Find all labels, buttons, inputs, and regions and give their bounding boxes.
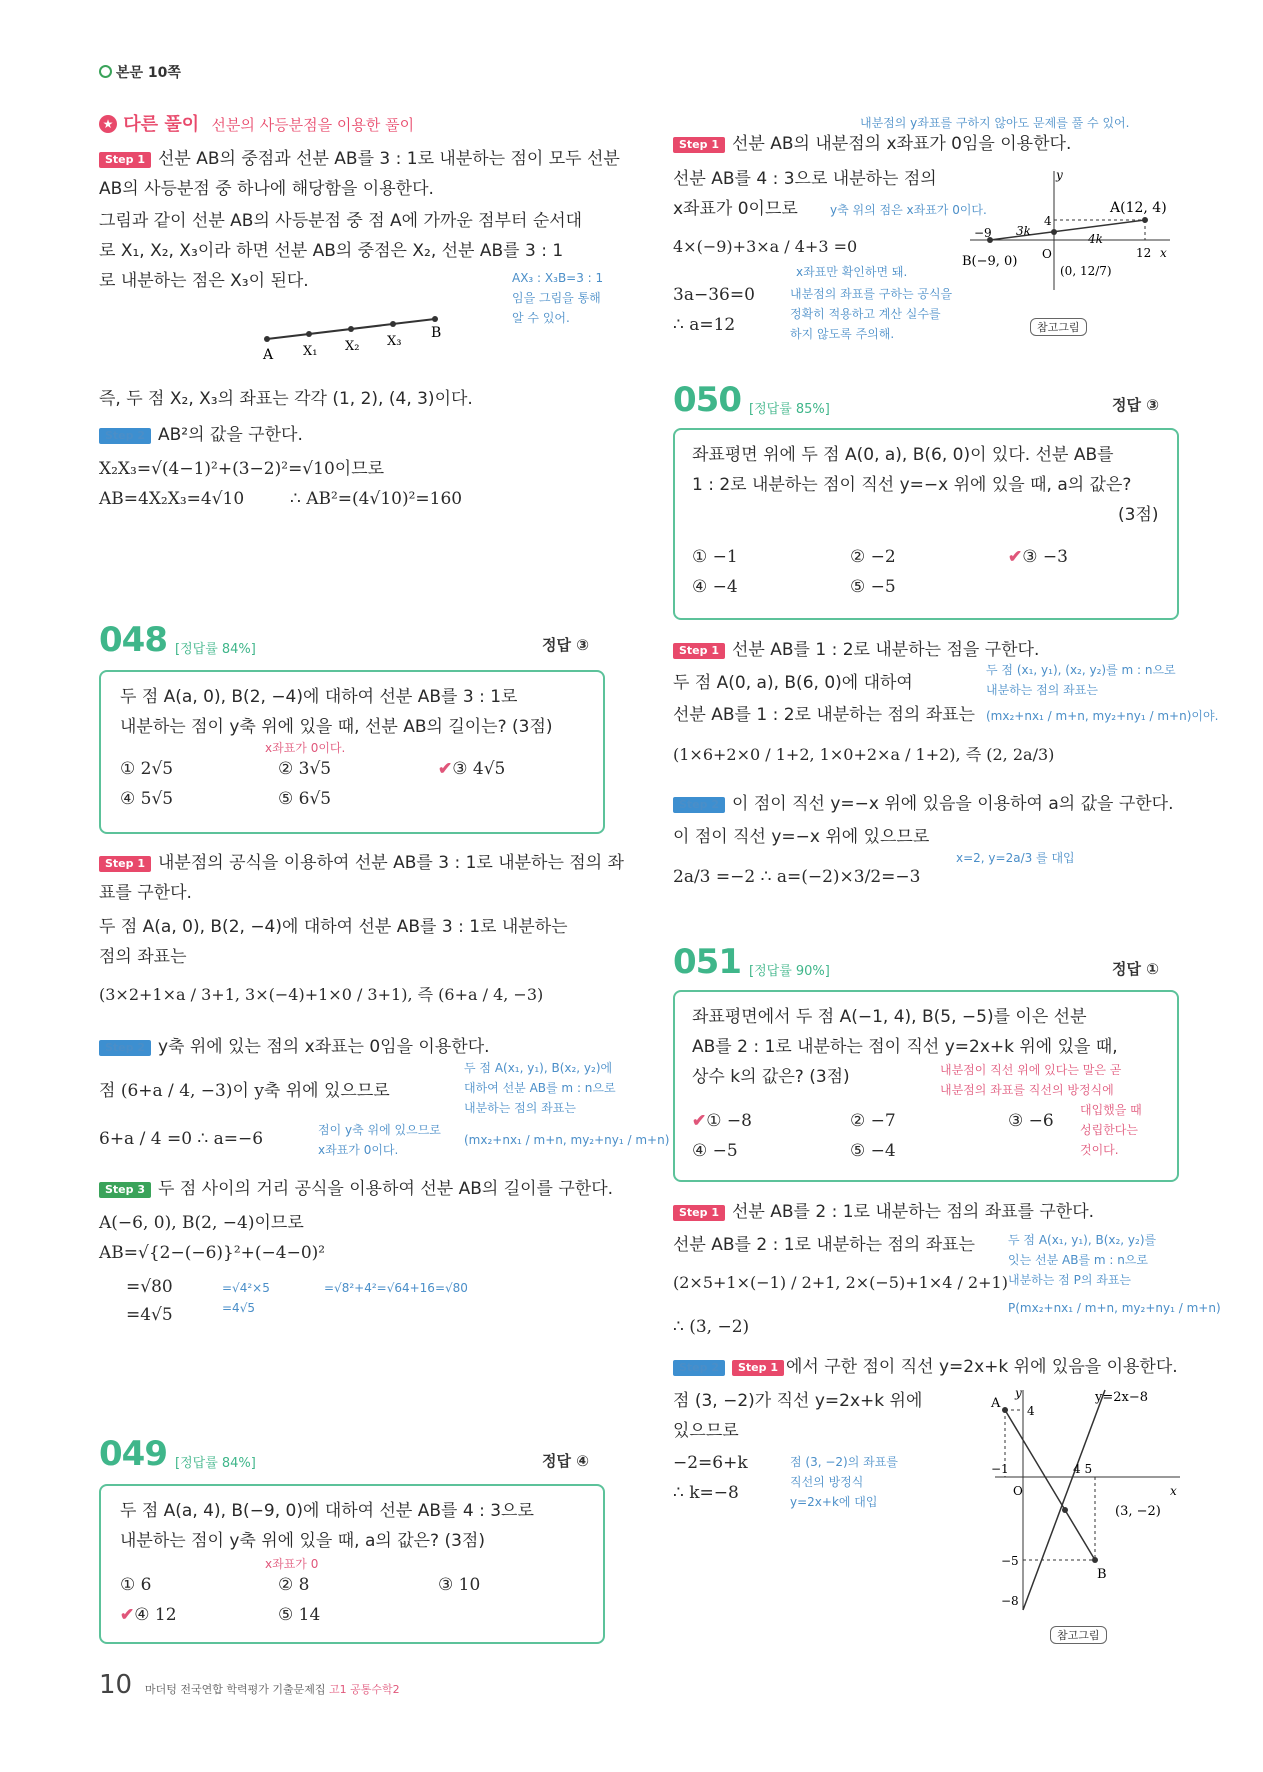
- svg-text:x: x: [1160, 246, 1167, 260]
- side-note: x=2, y=2a/3 를 대입: [956, 851, 1075, 865]
- step-badge: Step 2: [99, 428, 151, 444]
- svg-text:y=2x−8: y=2x−8: [1095, 1390, 1149, 1405]
- question-note: x좌표가 0이다.: [265, 741, 346, 755]
- choice[interactable]: ① 2√5: [120, 759, 174, 779]
- svg-text:−9: −9: [974, 226, 992, 240]
- question-text: 두 점 A(a, 4), B(−9, 0)에 대하여 선분 AB를 4 : 3으로: [120, 1501, 534, 1521]
- solution-text: 점의 좌표는: [99, 947, 187, 967]
- correct-rate: [정답률 84%]: [175, 642, 256, 657]
- side-note: y축 위의 점은 x좌표가 0이다.: [830, 203, 987, 217]
- svg-text:y: y: [1056, 168, 1063, 182]
- alt-equation: ∴ AB²=(4√10)²=160: [290, 489, 463, 509]
- solution-equation: 2a/3 =−2 ∴ a=(−2)×3/2=−3: [673, 867, 921, 887]
- side-note: 내분하는 점의 좌표는: [986, 683, 1098, 697]
- svg-text:B(−9, 0): B(−9, 0): [962, 254, 1018, 269]
- choice[interactable]: ③ 10: [438, 1575, 481, 1595]
- choice[interactable]: ✔③ 4√5: [438, 759, 506, 779]
- check-icon: ✔: [692, 1111, 707, 1131]
- question-text: 두 점 A(a, 0), B(2, −4)에 대하여 선분 AB를 3 : 1로: [120, 687, 518, 707]
- alt-step1-text: 선분 AB의 중점과 선분 AB를 3 : 1로 내분하는 점이 모두 선분: [158, 149, 620, 169]
- side-note: 점 (3, −2)의 좌표를: [790, 1455, 898, 1469]
- choice[interactable]: ⑤ 14: [278, 1605, 321, 1625]
- step-text: 선분 AB의 내분점의 x좌표가 0임을 이용한다.: [732, 134, 1072, 154]
- question-text: 상수 k의 값은? (3점): [692, 1067, 850, 1087]
- answer-label: 정답 ④: [542, 1452, 589, 1470]
- circle-icon: [99, 65, 112, 78]
- svg-text:O: O: [1042, 247, 1052, 261]
- solution-equation: (3×2+1×a / 3+1, 3×(−4)+1×0 / 3+1), 즉 (6+a / 4, −3): [99, 985, 544, 1004]
- side-note: 내분하는 점의 좌표는: [464, 1101, 576, 1115]
- solution-equation: ∴ a=12: [673, 315, 736, 335]
- side-note: P(mx₂+nx₁ / m+n, my₂+ny₁ / m+n): [1008, 1301, 1221, 1315]
- check-icon: ✔: [120, 1605, 135, 1625]
- choice[interactable]: ⑤ −5: [850, 577, 896, 597]
- side-note: 내분점의 y좌표를 구하지 않아도 문제를 풀 수 있어.: [860, 116, 1130, 130]
- solution-text: 점 (3, −2)가 직선 y=2x+k 위에: [673, 1391, 923, 1411]
- choice[interactable]: ✔③ −3: [1008, 547, 1068, 567]
- side-note: 두 점 (x₁, y₁), (x₂, y₂)를 m : n으로: [986, 663, 1176, 677]
- side-note: 잇는 선분 AB를 m : n으로: [1008, 1253, 1148, 1267]
- svg-text:4 5: 4 5: [1073, 1462, 1093, 1476]
- side-note: =√4²×5: [222, 1281, 270, 1295]
- side-note: 직선의 방정식: [790, 1475, 864, 1489]
- solution-equation: 4×(−9)+3×a / 4+3 =0: [673, 237, 858, 256]
- svg-text:A: A: [991, 1396, 1001, 1411]
- solution-text: 선분 AB를 1 : 2로 내분하는 점의 좌표는: [673, 705, 975, 725]
- alt-paragraph: 로 X₁, X₂, X₃이라 하면 선분 AB의 중점은 X₂, 선분 AB를 3 : 1: [99, 241, 564, 261]
- question-note: 대입했을 때: [1080, 1103, 1142, 1117]
- step-text: 에서 구한 점이 직선 y=2x+k 위에 있음을 이용한다.: [786, 1357, 1178, 1377]
- solution-text: 있으므로: [673, 1421, 739, 1441]
- line-figure: [985, 1385, 1185, 1625]
- choice[interactable]: ✔④ 12: [120, 1605, 177, 1625]
- side-note: x좌표만 확인하면 돼.: [796, 265, 908, 279]
- step-badge: Step 3: [99, 1182, 151, 1198]
- question-text: (3점): [1118, 505, 1159, 525]
- step-badge: Step 2: [673, 1360, 725, 1376]
- step-text: 두 점 사이의 거리 공식을 이용하여 선분 AB의 길이를 구한다.: [158, 1179, 614, 1199]
- side-note: 대하여 선분 AB를 m : n으로: [464, 1081, 616, 1095]
- svg-text:−5: −5: [1001, 1554, 1019, 1568]
- reference-figure-label: 참고그림: [1030, 318, 1087, 336]
- step-badge: Step 1: [732, 1360, 784, 1376]
- solution-text: 선분 AB를 2 : 1로 내분하는 점의 좌표는: [673, 1235, 975, 1255]
- side-note: x좌표가 0이다.: [318, 1143, 399, 1157]
- choice[interactable]: ① 6: [120, 1575, 152, 1595]
- side-note: 내분하는 점 P의 좌표는: [1008, 1273, 1132, 1287]
- svg-text:4: 4: [1044, 214, 1052, 228]
- solution-equation: 3a−36=0: [673, 285, 755, 305]
- question-text: 1 : 2로 내분하는 점이 직선 y=−x 위에 있을 때, a의 값은?: [692, 475, 1132, 495]
- svg-text:4: 4: [1027, 1404, 1035, 1418]
- side-note: 두 점 A(x₁, y₁), B(x₂, y₂)에: [464, 1061, 613, 1075]
- side-note: (mx₂+nx₁ / m+n, my₂+ny₁ / m+n)이야.: [986, 709, 1219, 723]
- question-note: 성립한다는: [1080, 1123, 1138, 1137]
- choice[interactable]: ④ −5: [692, 1141, 738, 1161]
- choice[interactable]: ④ −4: [692, 577, 738, 597]
- star-icon: ★: [99, 115, 117, 133]
- reference-figure-label: 참고그림: [1050, 1626, 1107, 1644]
- side-note: 점이 y축 위에 있으므로: [318, 1123, 441, 1137]
- step-text: y축 위에 있는 점의 x좌표는 0임을 이용한다.: [158, 1037, 490, 1057]
- answer-label: 정답 ③: [542, 636, 589, 654]
- svg-text:(3, −2): (3, −2): [1115, 1504, 1161, 1519]
- choice[interactable]: ⑤ −4: [850, 1141, 896, 1161]
- question-note: x좌표가 0: [265, 1557, 319, 1571]
- alt-solution-title: ★ 다른 풀이 선분의 사등분점을 이용한 풀이: [99, 110, 414, 136]
- step-text: 내분점의 공식을 이용하여 선분 AB를 3 : 1로 내분하는 점의 좌: [158, 853, 624, 873]
- solution-text: 선분 AB를 4 : 3으로 내분하는 점의: [673, 169, 937, 189]
- svg-text:y: y: [1015, 1386, 1022, 1400]
- svg-text:−1: −1: [991, 1462, 1009, 1476]
- step-badge: Step 1: [99, 856, 151, 872]
- coordinate-figure: [960, 165, 1180, 305]
- question-text: 내분하는 점이 y축 위에 있을 때, 선분 AB의 길이는? (3점): [120, 717, 553, 737]
- step-text: 선분 AB를 2 : 1로 내분하는 점의 좌표를 구한다.: [732, 1202, 1095, 1222]
- fig-label: A: [263, 347, 274, 363]
- side-note: 정확히 적용하고 계산 실수를: [790, 307, 941, 321]
- answer-label: 정답 ①: [1112, 960, 1159, 978]
- svg-text:A(12, 4): A(12, 4): [1110, 200, 1167, 216]
- question-note: 내분점의 좌표를 직선의 방정식에: [940, 1083, 1114, 1097]
- svg-text:B: B: [1097, 1567, 1107, 1582]
- choice[interactable]: ④ 5√5: [120, 789, 174, 809]
- step-badge: Step 1: [99, 152, 151, 168]
- side-note: y=2x+k에 대입: [790, 1495, 878, 1509]
- problem-number: 048: [99, 620, 167, 660]
- answer-label: 정답 ③: [1112, 396, 1159, 414]
- svg-text:4k: 4k: [1088, 232, 1103, 246]
- alt-equation: AB=4X₂X₃=4√10: [99, 489, 245, 509]
- question-text: 좌표평면에서 두 점 A(−1, 4), B(5, −5)를 이은 선분: [692, 1007, 1087, 1027]
- side-note: 알 수 있어.: [512, 311, 570, 325]
- side-note: =√8²+4²=√64+16=√80: [324, 1281, 468, 1295]
- step-badge: Step 1: [673, 137, 725, 153]
- question-text: 내분하는 점이 y축 위에 있을 때, a의 값은? (3점): [120, 1531, 485, 1551]
- side-note: 내분점의 좌표를 구하는 공식을: [790, 287, 953, 301]
- check-icon: ✔: [438, 759, 453, 779]
- solution-text: 두 점 A(a, 0), B(2, −4)에 대하여 선분 AB를 3 : 1로 내분하는: [99, 917, 568, 937]
- step-badge: Step 2: [99, 1040, 151, 1056]
- problem-number: 051: [673, 942, 741, 982]
- solution-equation: 6+a / 4 =0 ∴ a=−6: [99, 1129, 264, 1149]
- choice[interactable]: ③ −6: [1008, 1111, 1054, 1131]
- solution-text: 두 점 A(0, a), B(6, 0)에 대하여: [673, 673, 913, 693]
- alt-step1-text2: AB의 사등분점 중 하나에 해당함을 이용한다.: [99, 179, 434, 199]
- choice[interactable]: ✔① −8: [692, 1111, 752, 1131]
- fig-label: B: [431, 325, 442, 341]
- step-text: 표를 구한다.: [99, 883, 192, 903]
- side-note: 임을 그림을 통해: [512, 291, 601, 305]
- svg-text:3k: 3k: [1016, 224, 1031, 238]
- question-note: 것이다.: [1080, 1143, 1119, 1157]
- choice[interactable]: ② −7: [850, 1111, 896, 1131]
- step-badge: Step 1: [673, 643, 725, 659]
- section-ref: 본문 10쪽: [99, 62, 181, 82]
- solution-equation: AB=√{2−(−6)}²+(−4−0)²: [99, 1243, 326, 1263]
- svg-text:(0, 12/7): (0, 12/7): [1060, 264, 1112, 278]
- solution-text: 점 (6+a / 4, −3)이 y축 위에 있으므로: [99, 1081, 390, 1101]
- alt-paragraph: 로 내분하는 점은 X₃이 된다.: [99, 271, 309, 291]
- solution-equation: =√80: [126, 1277, 173, 1297]
- correct-rate: [정답률 90%]: [749, 964, 830, 979]
- side-note: (mx₂+nx₁ / m+n, my₂+ny₁ / m+n): [464, 1133, 670, 1147]
- step-badge: Step 1: [673, 1205, 725, 1221]
- svg-text:12: 12: [1136, 246, 1152, 260]
- side-note: 두 점 A(x₁, y₁), B(x₂, y₂)를: [1008, 1233, 1157, 1247]
- fig-label: X₁: [303, 344, 318, 359]
- segment-figure: [255, 305, 455, 365]
- problem-number: 050: [673, 380, 741, 420]
- correct-rate: [정답률 84%]: [175, 1456, 256, 1471]
- solution-equation: −2=6+k: [673, 1453, 748, 1473]
- solution-equation: (2×5+1×(−1) / 2+1, 2×(−5)+1×4 / 2+1): [673, 1273, 1008, 1292]
- solution-text: 이 점이 직선 y=−x 위에 있으므로: [673, 827, 930, 847]
- solution-text: A(−6, 0), B(2, −4)이므로: [99, 1213, 304, 1233]
- book-title: 마더텅 전국연합 학력평가 기출문제집 고1 공통수학2: [145, 1683, 400, 1696]
- step-badge: Step 2: [673, 797, 725, 813]
- side-note: 하지 않도록 주의해.: [790, 327, 895, 341]
- alt-step2-text: AB²의 값을 구한다.: [158, 425, 303, 445]
- correct-rate: [정답률 85%]: [749, 402, 830, 417]
- choice[interactable]: ① −1: [692, 547, 738, 567]
- choice[interactable]: ② 3√5: [278, 759, 332, 779]
- question-text: 좌표평면 위에 두 점 A(0, a), B(6, 0)이 있다. 선분 AB를: [692, 445, 1114, 465]
- alt-paragraph: 즉, 두 점 X₂, X₃의 좌표는 각각 (1, 2), (4, 3)이다.: [99, 389, 473, 409]
- svg-text:−8: −8: [1001, 1594, 1019, 1608]
- side-note: AX₃ : X₃B=3 : 1: [512, 271, 604, 285]
- check-icon: ✔: [1008, 547, 1023, 567]
- solution-equation: (1×6+2×0 / 1+2, 1×0+2×a / 1+2), 즉 (2, 2a/3): [673, 745, 1055, 764]
- question-text: AB를 2 : 1로 내분하는 점이 직선 y=2x+k 위에 있을 때,: [692, 1037, 1118, 1057]
- fig-label: X₃: [387, 334, 402, 349]
- svg-text:x: x: [1170, 1484, 1177, 1498]
- alt-paragraph: 그림과 같이 선분 AB의 사등분점 중 점 A에 가까운 점부터 순서대: [99, 211, 583, 231]
- choice[interactable]: ② 8: [278, 1575, 310, 1595]
- fig-label: X₂: [345, 339, 360, 354]
- solution-equation: ∴ k=−8: [673, 1483, 739, 1503]
- step-text: 이 점이 직선 y=−x 위에 있음을 이용하여 a의 값을 구한다.: [732, 794, 1174, 814]
- solution-equation: ∴ (3, −2): [673, 1317, 750, 1337]
- page-number: 10: [99, 1670, 133, 1700]
- solution-text: x좌표가 0이므로: [673, 199, 798, 219]
- solution-equation: =4√5: [126, 1305, 173, 1325]
- question-note: 내분점이 직선 위에 있다는 말은 곧: [940, 1063, 1122, 1077]
- problem-number: 049: [99, 1434, 167, 1474]
- side-note: =4√5: [222, 1301, 255, 1315]
- svg-text:O: O: [1013, 1484, 1023, 1498]
- choice[interactable]: ⑤ 6√5: [278, 789, 332, 809]
- choice[interactable]: ② −2: [850, 547, 896, 567]
- alt-equation: X₂X₃=√(4−1)²+(3−2)²=√10이므로: [99, 459, 385, 479]
- step-text: 선분 AB를 1 : 2로 내분하는 점을 구한다.: [732, 640, 1040, 660]
